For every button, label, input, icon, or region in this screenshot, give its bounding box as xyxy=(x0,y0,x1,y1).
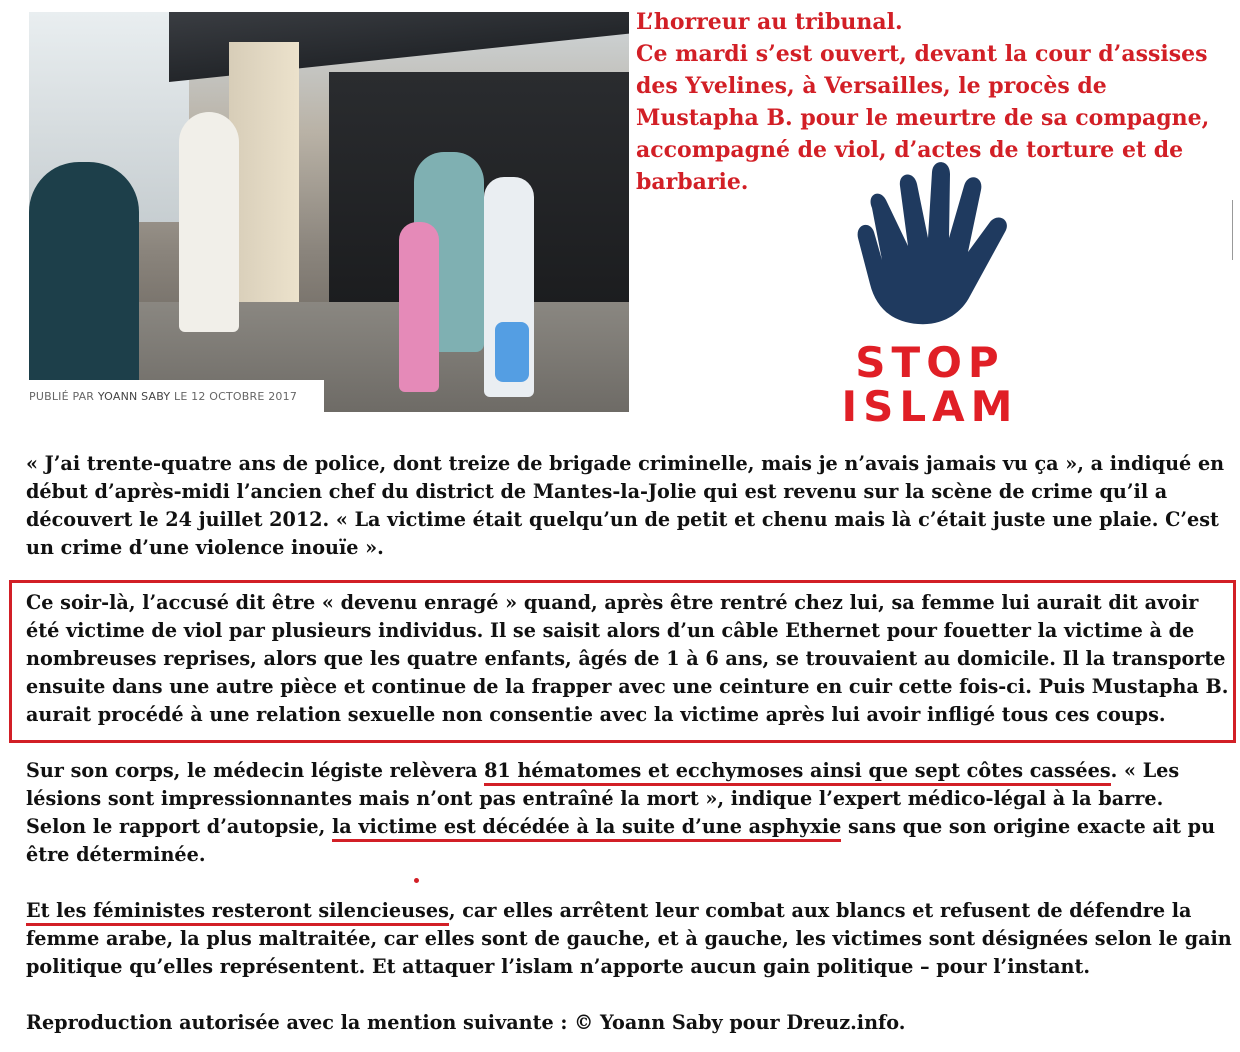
paragraph-line: lésions sont impressionnantes mais n’ont pas entraîné la mort », indique l’expert médico-légal à la barre. xyxy=(26,787,1164,810)
text-span: , car elles arrêtent leur combat aux blancs et refusent de défendre la xyxy=(448,899,1192,922)
photo-pillar xyxy=(229,42,299,342)
headline-line: L’horreur au tribunal. xyxy=(636,9,903,35)
underlined-phrase: 81 hématomes et ecchymoses ainsi que sept côtes cassées xyxy=(484,759,1111,786)
red-dot xyxy=(414,878,419,883)
paragraph-line: un crime d’une violence inouïe ». xyxy=(26,536,384,559)
photo-figure xyxy=(179,112,239,332)
paragraph-line: découvert le 24 juillet 2012. « La victime était quelqu’un de petit et chenu mais là c’était juste une plaie. C’est xyxy=(26,508,1219,531)
paragraph-line: « J’ai trente-quatre ans de police, dont treize de brigade criminelle, mais je n’avais jamais vu ça », a indiqué en xyxy=(26,452,1225,475)
logo-stop-text: STOP xyxy=(855,338,1005,387)
headline-line: des Yvelines, à Versailles, le procès de xyxy=(636,73,1107,99)
text-span: sans que son origine exacte ait pu xyxy=(841,815,1216,838)
footer-line: Reproduction autorisée avec la mention suivante : © Yoann Saby pour Dreuz.info. xyxy=(26,1011,906,1034)
hand-icon xyxy=(840,160,1020,330)
photo-bag xyxy=(495,322,529,382)
headline-line: barbarie. xyxy=(636,169,749,195)
paragraph-3 xyxy=(26,757,1231,869)
logo-islam-text: ISLAM xyxy=(841,382,1019,431)
edge-divider xyxy=(1232,200,1233,260)
headline-line: Ce mardi s’est ouvert, devant la cour d’assises xyxy=(636,41,1208,67)
text-span: Sur son corps, le médecin légiste relèvera xyxy=(26,759,485,782)
text-span: . « Les xyxy=(1110,759,1180,782)
stop-islam-logo xyxy=(820,160,1040,430)
headline-line: accompagné de viol, d’actes de torture et de xyxy=(636,137,1184,163)
paragraph-1 xyxy=(26,450,1231,562)
caption-date: LE 12 OCTOBRE 2017 xyxy=(174,389,298,403)
street-photo xyxy=(29,12,629,412)
photo-caption xyxy=(29,380,324,412)
paragraph-line xyxy=(26,897,1231,925)
paragraph-line: aurait procédé à une relation sexuelle non consentie avec la victime après lui avoir infligé tous ces coups. xyxy=(26,703,1166,726)
caption-author: YOANN SABY xyxy=(97,389,171,403)
text-span: Selon le rapport d’autopsie, xyxy=(26,815,332,838)
underlined-phrase: Et les féministes resteront silencieuses xyxy=(26,899,449,926)
photo-figure xyxy=(29,162,139,412)
underlined-phrase: la victime est décédée à la suite d’une asphyxie xyxy=(332,815,841,842)
paragraph-line: politique qu’elles représentent. Et attaquer l’islam n’apporte aucun gain politique – pour l’instant. xyxy=(26,955,1091,978)
paragraph-4 xyxy=(26,897,1231,981)
paragraph-line: nombreuses reprises, alors que les quatre enfants, âgés de 1 à 6 ans, se trouvaient au domicile. Il la transporte xyxy=(26,647,1226,670)
paragraph-2 xyxy=(26,589,1231,729)
headline-line: Mustapha B. pour le meurtre de sa compagne, xyxy=(636,105,1210,131)
paragraph-line: Ce soir-là, l’accusé dit être « devenu enragé » quand, après être rentré chez lui, sa femme lui aurait dit avoir xyxy=(26,591,1199,614)
caption-prefix: PUBLIÉ PAR xyxy=(29,389,95,403)
paragraph-line xyxy=(26,757,1231,785)
paragraph-line: ensuite dans une autre pièce et continue de la frapper avec une ceinture en cuir cette fois-ci. Puis Mustapha B. xyxy=(26,675,1229,698)
paragraph-line: début d’après-midi l’ancien chef du district de Mantes-la-Jolie qui est revenu sur la scène de crime qu’il a xyxy=(26,480,1168,503)
paragraph-line: femme arabe, la plus maltraitée, car elles sont de gauche, et à gauche, les victimes sont désignées selon le gain xyxy=(26,927,1232,950)
paragraph-line: été victime de viol par plusieurs individus. Il se saisit alors d’un câble Ethernet pour fouetter la victime à de xyxy=(26,619,1195,642)
reproduction-notice xyxy=(26,1009,1231,1037)
paragraph-line: être déterminée. xyxy=(26,843,206,866)
photo-figure xyxy=(399,222,439,392)
caption-text xyxy=(29,390,297,403)
paragraph-line xyxy=(26,813,1231,841)
